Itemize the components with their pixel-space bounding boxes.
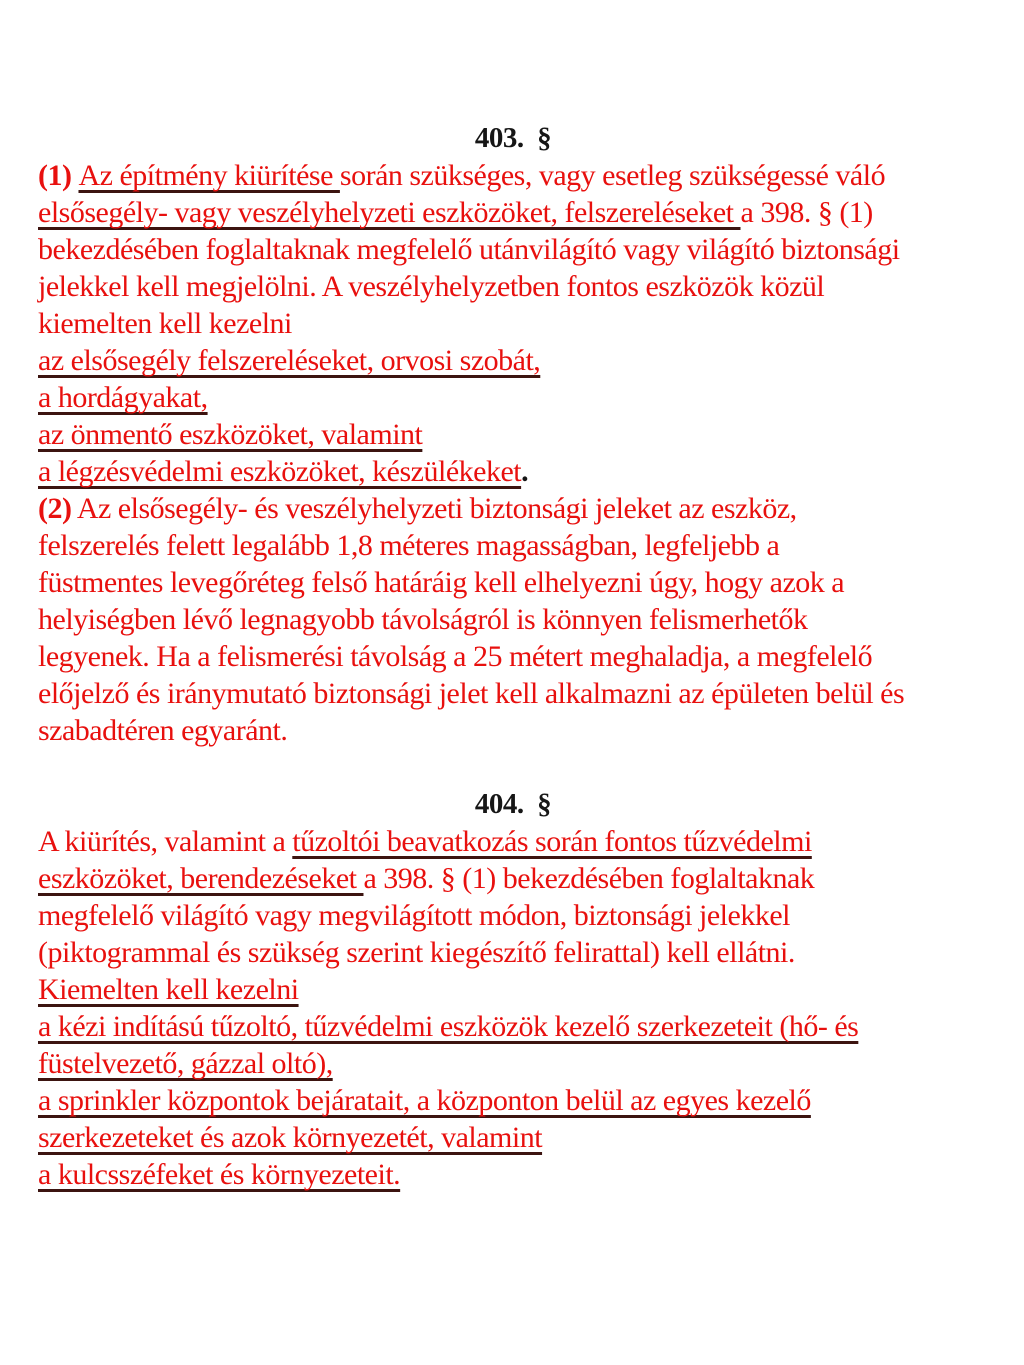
blank-line [38,749,988,786]
text-line [38,194,988,231]
text-line [38,971,988,1008]
underlined-text: eszközöket, berendezéseket [38,862,364,895]
underlined-text: az önmentő eszközöket, valamint [38,418,423,451]
section-403-paragraph-2 [38,490,988,749]
section-403-paragraph-1 [38,157,988,490]
underlined-text: Az építmény kiürítése [78,159,340,192]
text-line [38,453,988,490]
text-line [38,1082,988,1119]
underlined-text: a hordágyakat, [38,381,208,414]
underlined-text: a kulcsszéfeket és környezeteit. [38,1158,401,1191]
text-segment: a 398. § (1) bekezdésében foglaltaknak [363,862,815,895]
text-line [38,490,988,527]
underlined-text: a kézi indítású tűzoltó, tűzvédelmi eszközök kezelő szerkezeteit (hő- és [38,1010,859,1043]
text-segment: (piktogrammal és szükség szerint kiegészítő felirattal) kell ellátni. [38,936,795,969]
text-segment: . [521,455,529,488]
text-line [38,527,988,564]
text-segment: kiemelten kell kezelni [38,307,292,340]
text-line [38,638,988,675]
text-segment: felszerelés felett legalább 1,8 méteres magasságban, legfeljebb a [38,529,780,562]
underlined-text: Kiemelten kell kezelni [38,973,299,1006]
underlined-text: füstelvezető, gázzal oltó), [38,1047,333,1080]
underlined-text: a sprinkler központok bejáratait, a központon belül az egyes kezelő [38,1084,811,1117]
text-segment: előjelző és iránymutató biztonsági jelet kell alkalmazni az épületen belül és [38,677,905,710]
text-line [38,1045,988,1082]
text-line [38,231,988,268]
text-segment: jelekkel kell megjelölni. A veszélyhelyzetben fontos eszközök közül [38,270,825,303]
text-segment: során szükséges, vagy esetleg szükségessé váló [339,159,886,192]
text-line [38,897,988,934]
text-segment: füstmentes levegőréteg felső határáig kell elhelyezni úgy, hogy azok a [38,566,845,599]
text-line [38,860,988,897]
text-line [38,712,988,749]
text-line [38,823,988,860]
text-line [38,157,988,194]
text-segment: megfelelő világító vagy megvilágított módon, biztonsági jelekkel [38,899,790,932]
text-line [38,1119,988,1156]
text-line [38,305,988,342]
text-segment: bekezdésében foglaltaknak megfelelő utánvilágító vagy világító biztonsági [38,233,900,266]
text-line [38,268,988,305]
underlined-text: az elsősegély felszereléseket, orvosi szobát, [38,344,541,377]
text-segment: legyenek. Ha a felismerési távolság a 25 métert meghaladja, a megfelelő [38,640,873,673]
section-404-paragraph [38,823,988,1193]
text-line [38,564,988,601]
section-heading: 404. § [474,788,552,820]
text-line [38,1156,988,1193]
text-segment: helyiségben lévő legnagyobb távolságról is könnyen felismerhetők [38,603,808,636]
section-heading: 403. § [474,122,552,154]
underlined-text: a légzésvédelmi eszközöket, készülékeket [38,455,522,488]
underlined-text: tűzoltói beavatkozás során fontos tűzvédelmi [292,825,812,858]
text-segment: (1) [38,159,79,192]
text-segment: Az elsősegély- és veszélyhelyzeti biztonsági jeleket az eszköz, [71,492,797,525]
text-segment: (2) [38,492,72,525]
text-line [38,601,988,638]
text-line [38,1008,988,1045]
text-line [38,675,988,712]
text-line [38,934,988,971]
underlined-text: elsősegély- vagy veszélyhelyzeti eszközöket, felszereléseket [38,196,741,229]
underlined-text: szerkezeteket és azok környezetét, valamint [38,1121,543,1154]
text-segment: A kiürítés, valamint a [38,825,293,858]
text-line [38,379,988,416]
text-line [38,416,988,453]
text-segment: a 398. § (1) [740,196,873,229]
text-line [38,342,988,379]
text-segment: szabadtéren egyaránt. [38,714,288,747]
